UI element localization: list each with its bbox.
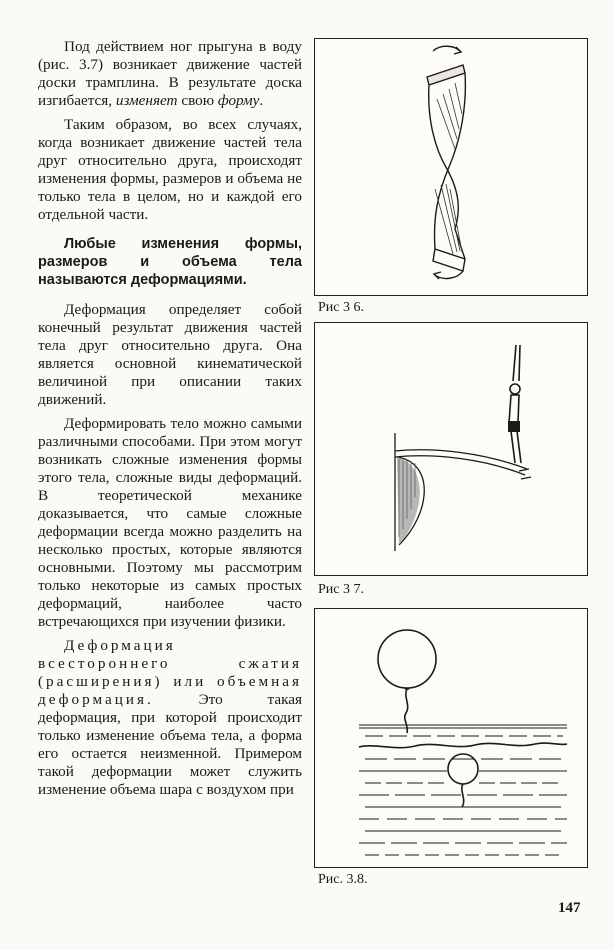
emphasis-changes: изменяет <box>115 92 178 109</box>
paragraph-5 <box>38 637 302 799</box>
definition-bold: Любые изменения формы, размеров и объема тела называются деформациями. <box>38 236 302 288</box>
large-balloon <box>378 630 436 688</box>
twisted-board-illustration <box>315 39 587 295</box>
figure-3-7 <box>314 322 588 576</box>
paragraph-4: Деформировать тело можно самыми различными способами. При этом могут возникать сложные изменения формы этого тела, сложные виды деформаций. В теоретической механике доказывается, что самые сложные деформации всегда можно разделить на несколько простых, которые являются основными. Поэтому мы рассмотрим только некоторые из самых простых деформаций, наиболее часто встречающихся при изучении физики. <box>38 415 302 630</box>
board-support-shading <box>397 457 420 545</box>
paragraph-5-rest: Это такая деформация, при которой происходит только изменение объема тела, а форма его остается неизменной. Примером такой деформации может служить изменение объема шара с воздухом при <box>38 691 302 798</box>
page-number: 147 <box>558 900 581 916</box>
diver-trunks <box>508 421 520 432</box>
paragraph-1-mid: свою <box>181 92 215 109</box>
paragraph-1-end: . <box>259 92 264 109</box>
balloons-water-illustration <box>315 609 587 867</box>
text-column <box>38 38 302 799</box>
paragraph-1 <box>38 38 302 110</box>
caption-fig-3-8: Рис. 3.8. <box>318 872 368 887</box>
diver-springboard-illustration <box>315 323 587 575</box>
emphasis-form: форму <box>217 92 260 109</box>
paragraph-3: Деформация определяет собой конечный результат движения частей тела друг относительно друга. Она является основной кинематической величиной при описании таких движений. <box>38 301 302 408</box>
paragraph-1-start: Под действием ног прыгуна в воду (рис. 3.7) возникает движение частей доски трамплина. В результате доска изгибается, <box>38 38 302 109</box>
caption-fig-3-7: Рис 3 7. <box>318 582 364 597</box>
figure-3-8 <box>314 608 588 868</box>
term-volume-deformation: Деформация всестороннего сжатия (расширения) или объемная деформация. <box>38 637 302 708</box>
caption-fig-3-6: Рис 3 6. <box>318 300 364 315</box>
paragraph-2: Таким образом, во всех случаях, когда возникает движение частей тела друг относительно друга, происходят изменения формы, размеров и объема не только тела в целом, но и каждой его отдельной части. <box>38 116 302 223</box>
figure-3-6 <box>314 38 588 296</box>
